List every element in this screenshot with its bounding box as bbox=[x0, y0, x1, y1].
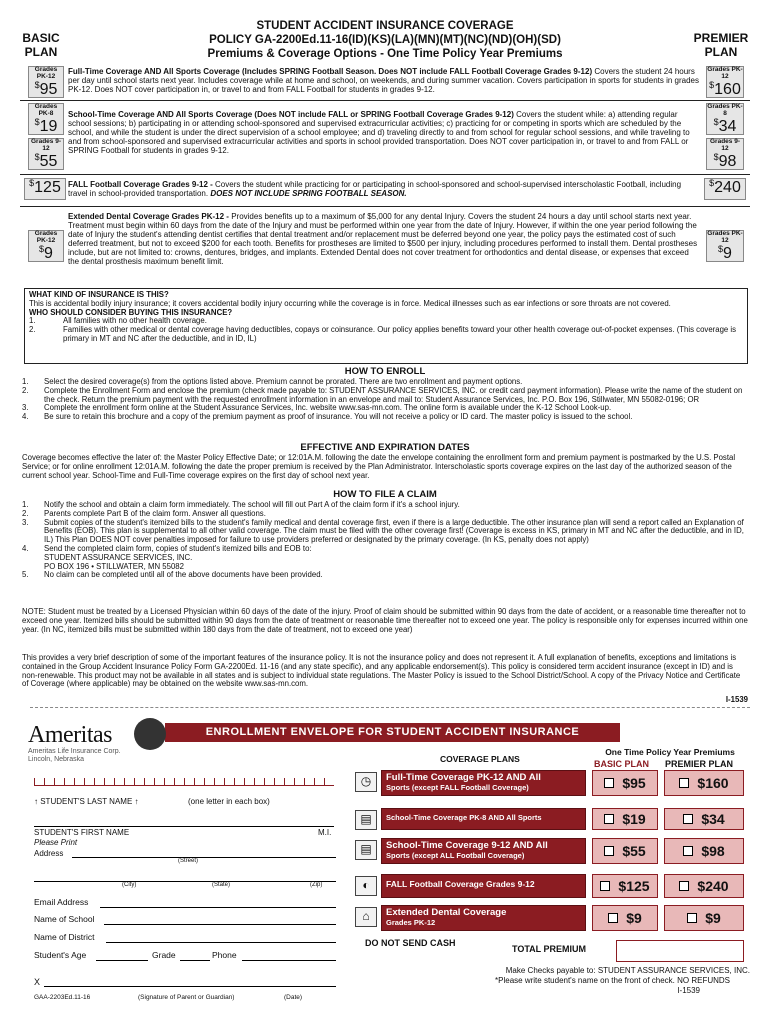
address-label: Address bbox=[34, 849, 64, 858]
ameritas-logo: Ameritas Ameritas Life Insurance Corp. Lincoln, Nebraska bbox=[28, 722, 158, 764]
book-icon: ▤ bbox=[355, 810, 377, 830]
list-item: 2. Complete the Enrollment Form and enclose the premium (check made payable to: STUDENT ASSURANCE SERVICES, INC. or credit card payment information). Please write the name of the student on the check. Return the premium payment with the requested enrollment information in an envelope and mail to: Student Assurance Services, Inc. P.O. Box 196, Stillwater, MN 55082-0196; OR bbox=[22, 385, 743, 404]
divider bbox=[20, 174, 750, 175]
plan-row-dental: Extended Dental Coverage Grades PK-12 bbox=[381, 905, 586, 931]
grade-label: Grades PK-8 bbox=[34, 103, 58, 117]
disclaimer: This provides a very brief description of some of the important features of the insurance policy. It is not the insurance policy and does not represent it. A full explanation of benefits, exceptions and limitations is contained in the Group Accident Insurance Policy Form GA-2200Ed. 11-16 (and any state specific), and any applicable endorsement(s). This policy is considered term accident insurance (except in ID) and is non-renewable. This product may not be available in all states and is subject to individual state regulations. The Master Policy is issued to the School District/School. A copy of the Privacy Notice and Certificate of Coverage (where applicable) may be obtained on the website www.sas-mn.com. bbox=[22, 653, 741, 689]
info-question-2: WHO SHOULD CONSIDER BUYING THIS INSURANCE? bbox=[29, 307, 233, 317]
school-label: Name of School bbox=[34, 914, 95, 924]
coverage-body: Covers the student while practicing for or participating in school-sponsored and school-supervised interscholastic Football, including travel in school-provided transportation. bbox=[68, 180, 682, 199]
city-state-zip-field[interactable] bbox=[34, 881, 336, 882]
premier-price-box-fulltime: Grades PK-12 $160 bbox=[707, 66, 743, 98]
coverage-football bbox=[68, 180, 700, 198]
grade-label: Grades 9-12 bbox=[710, 138, 740, 152]
grade-label: Grades PK-12 bbox=[707, 230, 743, 244]
total-premium-label: TOTAL PREMIUM bbox=[512, 944, 586, 954]
clock-icon: ◷ bbox=[355, 772, 377, 792]
coverage-title: Extended Dental Coverage Grades PK-12 - bbox=[68, 212, 229, 221]
one-time-premiums-label: One Time Policy Year Premiums bbox=[605, 747, 735, 757]
info-question-1: WHAT KIND OF INSURANCE IS THIS? bbox=[29, 290, 169, 299]
info-answer-1: This is accidental bodily injury insurance; it covers accidental bodily injury occurring while the coverage is in force. Medical illnesses such as ear infections or sore throats are not covered. bbox=[29, 298, 671, 308]
coverage-note: DOES NOT INCLUDE SPRING FOOTBALL SEASON. bbox=[210, 189, 407, 199]
email-label: Email Address bbox=[34, 897, 89, 907]
write-name-notice: *Please write student's name on the front of check. NO REFUNDS bbox=[495, 976, 730, 985]
grade-label: Grades PK-12 bbox=[34, 66, 58, 80]
grade-field[interactable] bbox=[180, 960, 210, 961]
basic-plan-heading: BASIC PLAN bbox=[22, 31, 60, 59]
date-hint: (Date) bbox=[284, 994, 303, 1001]
envelope-banner: ENROLLMENT ENVELOPE FOR STUDENT ACCIDENT INSURANCE bbox=[165, 723, 620, 742]
football-icon: ◐ bbox=[355, 876, 377, 896]
coverage-title: School-Time Coverage AND All Sports Coverage (Does NOT include FALL or SPRING Football Coverage Grades 9-12) bbox=[68, 110, 514, 119]
price-value: 19 bbox=[39, 117, 58, 135]
coverage-plans-heading: COVERAGE PLANS bbox=[440, 754, 520, 764]
envelope-code: I-1539 bbox=[677, 986, 700, 995]
grade-label: Grades PK-8 bbox=[707, 103, 743, 117]
list-item: 3. Submit copies of the student's itemized bills to the student's family medical and dental coverage first, even if there is a large deductible. The other insurance plan will send a report called an Explanation of Benefits (EOB). This plan is supplemental to all other valid coverage. The claim must be filed with the other coverage first! (Coverage is excess in KS, primary in MT and NC after the deductible, and in ID, IL) This Plan DOES NOT cover penalties imposed for failure to use providers preferred or designated by the primary coverage. (In KS, penalty does not apply) bbox=[22, 517, 744, 545]
total-premium-field[interactable] bbox=[616, 940, 744, 962]
basic-price-box-fulltime: Grades PK-12 $95 bbox=[28, 66, 64, 98]
list-item: 4. Be sure to retain this brochure and a copy of the premium payment as proof of insurance. You will not receive a policy or ID card. The master policy is issued to the school. bbox=[22, 412, 633, 422]
price-value: 125 bbox=[34, 179, 61, 196]
one-letter-hint: (one letter in each box) bbox=[188, 797, 270, 806]
age-label: Student's Age bbox=[34, 950, 87, 960]
city-hint: (City) bbox=[122, 882, 137, 888]
policy-number: POLICY GA-2200Ed.11-16(ID)(KS)(LA)(MN)(MT)(NC)(ND)(OH)(SD) bbox=[209, 33, 561, 46]
street-field[interactable] bbox=[72, 857, 336, 858]
list-item: 4. Send the completed claim form, copies of student's itemized bills and EOB to: STUDENT ASSURANCE SERVICES, INC. PO BOX 196 • STILLWATER, MN 55082 bbox=[22, 543, 312, 571]
effective-body: Coverage becomes effective the later of: the Master Policy Effective Date; or 12:01A.M. following the date the envelope containing the enrollment form and premium payment is postmarked by the U.S. Postal Service; or for online enrollment 12:01A.M. following the date the proper premium is received by the Plan Administrator. Interscholastic sports coverage expires on the last day of the authorized season of the current school year. School-Time and Full-Time coverage expires on the first day of school next year. bbox=[22, 453, 736, 480]
divider bbox=[20, 206, 750, 207]
please-print-label: Please Print bbox=[34, 838, 78, 847]
effective-heading: EFFECTIVE AND EXPIRATION DATES bbox=[300, 442, 470, 453]
school-field[interactable] bbox=[104, 924, 336, 925]
price-value: 98 bbox=[718, 152, 737, 170]
coverage-title: FALL Football Coverage Grades 9-12 - bbox=[68, 180, 213, 189]
lion-icon bbox=[134, 718, 166, 750]
price-value: 9 bbox=[723, 244, 732, 262]
plan-row-schooltime-pk8: School-Time Coverage PK-8 AND All Sports bbox=[381, 808, 586, 830]
signature-hint: (Signature of Parent or Guardian) bbox=[138, 994, 235, 1001]
signature-field[interactable] bbox=[44, 986, 336, 987]
price-value: 95 bbox=[39, 80, 58, 98]
basic-price-box-football: $125 bbox=[24, 178, 66, 200]
premier-plan-heading: PREMIER PLAN bbox=[693, 31, 749, 59]
envelope-form-code: GAA-2203Ed.11-16 bbox=[34, 994, 91, 1001]
basic-checkbox-schooltime-pk8[interactable]: $19 bbox=[592, 808, 658, 830]
coverage-body: Provides benefits up to a maximum of $5,000 for any dental Injury. Covers the student 24 hours a day until school starts next year. Treatment must begin within 60 days from the date of the Injury and must be performed within one year from the date of Injury. However, if within the one year period following the date of Injury the student's attending dentist certifies that dental treatment and/or replacement must be deferred beyond one year, the policy pays the estimated cost of such deferred treatment, but not to exceed $200 for each tooth. Benefits for prostheses are limited to $500 per injury, including procedures performed to install them. Dental prostheses include, but are not limited to: crowns, dentures, bridges, and implants. Extended Dental does not cover treatment for orthodontics and dental disease, or expenses that exceed the dental prosthesis maximum benefit limit. bbox=[68, 212, 698, 267]
form-code: I-1539 bbox=[725, 695, 748, 704]
claim-note: NOTE: Student must be treated by a Licensed Physician within 60 days of the date of the injury. Proof of claim should be submitted within 90 days from the date of accident, or a reasonable time thereafter not to exceed one year. Itemized bills should be submitted within 90 days from the date of treatment or reasonable time thereafter not to exceed one year. The policy is responsible only for expenses incurred within one year. (In NC, itemized bills must be submitted within 180 days from the date of treatment, not to exceed one year) bbox=[22, 607, 748, 634]
street-hint: (Street) bbox=[178, 858, 199, 864]
grade-label: Grades 9-12 bbox=[31, 138, 61, 152]
coverage-body: Covers the student 24 hours per day until school starts next year. Includes coverage while at home and school, on weekends, and during summer vacation. Covers participation in sports for students in grades PK-12. Does NOT cover participation in, or travel to and from FALL Football for students in grades 9-12. bbox=[68, 67, 700, 95]
plan-row-schooltime-912: School-Time Coverage 9-12 AND All Sports (except ALL Football Coverage) bbox=[381, 838, 586, 864]
info-box bbox=[24, 288, 748, 364]
premier-checkbox-football[interactable]: $240 bbox=[664, 874, 744, 898]
coverage-fulltime bbox=[68, 67, 700, 94]
last-name-label: ↑ STUDENT'S LAST NAME ↑ bbox=[34, 797, 139, 806]
grade-label: Grades PK-12 bbox=[707, 66, 743, 80]
basic-checkbox-football[interactable]: $125 bbox=[592, 874, 658, 898]
list-item: 2. Parents complete Part B of the claim form. Answer all questions. bbox=[22, 508, 266, 518]
mi-label: M.I. bbox=[318, 828, 332, 837]
district-label: Name of District bbox=[34, 932, 95, 942]
basic-price-box-schooltime-912: Grades 9-12 $55 bbox=[28, 138, 64, 170]
age-field[interactable] bbox=[96, 960, 148, 961]
basic-price-box-schooltime-pk8: Grades PK-8 $19 bbox=[28, 103, 64, 135]
document-header bbox=[150, 20, 620, 61]
premier-price-box-schooltime-pk8: Grades PK-8 $34 bbox=[707, 103, 743, 135]
cut-line bbox=[30, 707, 750, 708]
premier-checkbox-schooltime-pk8[interactable]: $34 bbox=[664, 808, 744, 830]
list-item: 3. Complete the enrollment form online at the Student Assurance Services, Inc. website www.sas-mn.com. The online form is available under the K-12 School Look-up. bbox=[22, 403, 612, 413]
coverage-schooltime bbox=[68, 110, 700, 155]
payable-notice: Make Checks payable to: STUDENT ASSURANCE SERVICES, INC. bbox=[505, 966, 750, 975]
district-field[interactable] bbox=[106, 942, 336, 943]
basic-checkbox-schooltime-912[interactable]: $55 bbox=[592, 838, 658, 864]
premier-checkbox-fulltime[interactable]: $160 bbox=[664, 770, 744, 796]
first-name-label: STUDENT'S FIRST NAME bbox=[34, 828, 130, 837]
grade-label: Grade bbox=[152, 950, 176, 960]
coverage-dental bbox=[68, 212, 700, 266]
basic-checkbox-dental[interactable]: $9 bbox=[592, 905, 658, 931]
premier-plan-column-label: PREMIER PLAN bbox=[665, 759, 734, 769]
basic-checkbox-fulltime[interactable]: $95 bbox=[592, 770, 658, 796]
tooth-icon: ⌂ bbox=[355, 907, 377, 927]
divider bbox=[20, 100, 750, 101]
claim-heading: HOW TO FILE A CLAIM bbox=[333, 489, 437, 500]
list-item: 1. Notify the school and obtain a claim form immediately. The school will fill out Part A of the claim form if it's a school injury. bbox=[22, 500, 460, 509]
document-subtitle: Premiums & Coverage Options - One Time Policy Year Premiums bbox=[207, 47, 563, 60]
enroll-heading: HOW TO ENROLL bbox=[344, 366, 426, 377]
list-item: 1. All families with no other health coverage. bbox=[29, 316, 207, 326]
last-name-letter-boxes[interactable] bbox=[34, 778, 334, 788]
basic-price-box-dental: Grades PK-12 $9 bbox=[28, 230, 64, 262]
price-value: 55 bbox=[39, 152, 58, 170]
basic-plan-column-label: BASIC PLAN bbox=[594, 759, 650, 769]
signature-x: X bbox=[34, 977, 41, 987]
claim-list bbox=[22, 501, 748, 580]
coverage-title: Full-Time Coverage AND All Sports Coverage (Includes SPRING Football Season. Does NOT include FALL Football Coverage Grades 9-12) bbox=[68, 67, 593, 76]
list-item: 5. No claim can be completed until all of the above documents have been provided. bbox=[22, 570, 323, 580]
premier-checkbox-schooltime-912[interactable]: $98 bbox=[664, 838, 744, 864]
premier-price-box-football: $240 bbox=[704, 178, 746, 200]
document-title: STUDENT ACCIDENT INSURANCE COVERAGE bbox=[256, 20, 514, 32]
price-value: 160 bbox=[714, 80, 741, 98]
email-field[interactable] bbox=[100, 907, 336, 908]
grade-label: Grades PK-12 bbox=[34, 230, 58, 244]
price-value: 9 bbox=[44, 244, 53, 262]
phone-field[interactable] bbox=[242, 960, 336, 961]
coverage-body: Covers the student while: a) attending regular school sessions; b) participating in or attending school-sponsored and supervised extracurricular activities; c) practicing for or competing in sports which are scheduled by the school, and while the student is under the direct supervision of a school employee; and d) traveling directly to and from school for regular school sessions, and while traveling to and from school-sponsored and supervised extracurricular activities and sports in school provided transportation. Does NOT cover participation in, or travel to and from FALL or SPRING Football for students in grades 9-12. bbox=[68, 110, 690, 156]
plan-row-football: FALL Football Coverage Grades 9-12 bbox=[381, 874, 586, 898]
list-item: 1. Select the desired coverage(s) from the options listed above. Premium cannot be prorated. There are two enrollment and payment options. bbox=[22, 377, 523, 386]
phone-label: Phone bbox=[212, 950, 237, 960]
price-value: 34 bbox=[718, 117, 737, 135]
book-icon: ▤ bbox=[355, 840, 377, 860]
premier-price-box-schooltime-912: Grades 9-12 $98 bbox=[706, 138, 744, 170]
list-item: 2. Families with other medical or dental coverage having deductibles, copays or coinsurance. Our policy applies benefits toward your other health coverage out-of-pocket expenses. (This coverage is primary in MT and NC after the deductible, and in ID, IL) bbox=[29, 325, 737, 343]
zip-hint: (Zip) bbox=[310, 882, 323, 888]
premier-checkbox-dental[interactable]: $9 bbox=[664, 905, 744, 931]
enroll-list bbox=[22, 378, 748, 422]
plan-row-fulltime: Full-Time Coverage PK-12 AND All Sports (except FALL Football Coverage) bbox=[381, 770, 586, 796]
premier-price-box-dental: Grades PK-12 $9 bbox=[707, 230, 743, 262]
first-name-field[interactable] bbox=[34, 826, 334, 827]
price-value: 240 bbox=[714, 179, 741, 196]
state-hint: (State) bbox=[212, 882, 231, 888]
no-cash-notice: DO NOT SEND CASH bbox=[365, 938, 456, 948]
